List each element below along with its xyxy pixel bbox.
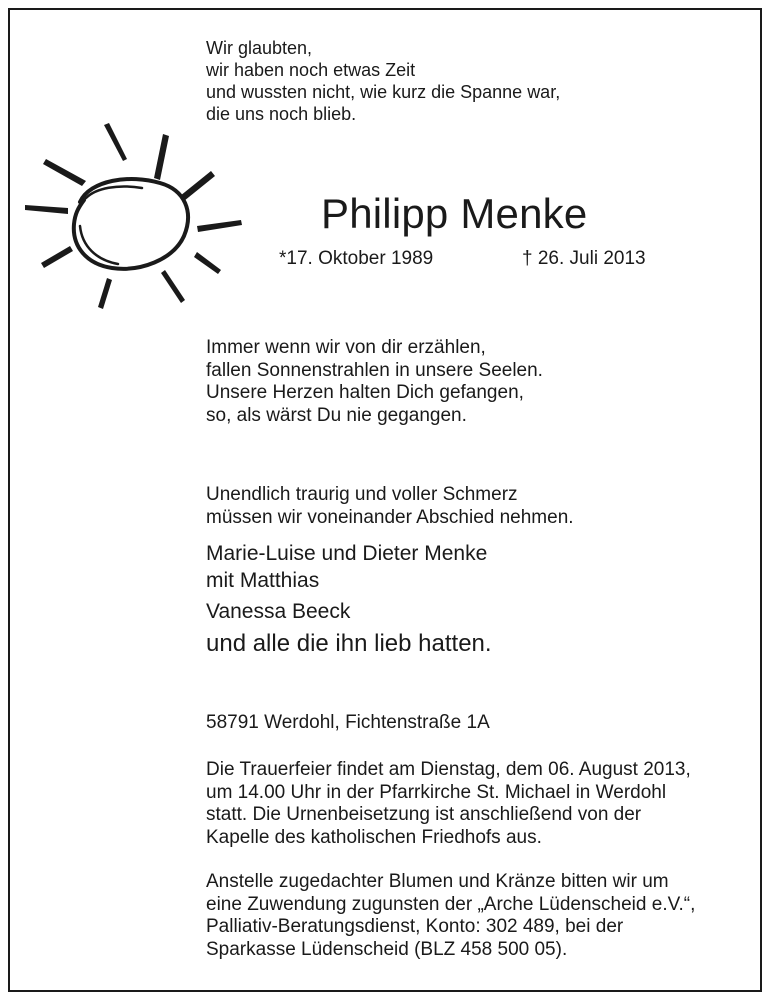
sun-ray [41, 246, 73, 268]
ceremony-line: Kapelle des katholischen Friedhofs aus. [206, 826, 542, 848]
mourner-with: mit Matthias [206, 569, 320, 592]
opening-verse [206, 37, 560, 125]
sun-ray [25, 205, 68, 214]
verse-line: fallen Sonnenstrahlen in unsere Seelen. [206, 359, 543, 381]
sun-ray [154, 134, 169, 180]
farewell-text [206, 484, 574, 529]
address: 58791 Werdohl, Fichtenstraße 1A [206, 712, 490, 733]
farewell-line: müssen wir voneinander Abschied nehmen. [206, 506, 574, 528]
verse-line: wir haben noch etwas Zeit [206, 60, 416, 80]
donation-line: eine Zuwendung zugunsten der „Arche Lüdenscheid e.V.“, [206, 893, 696, 915]
sun-ray [197, 220, 242, 232]
ceremony-info [206, 759, 691, 849]
farewell-line: Unendlich traurig und voller Schmerz [206, 484, 518, 505]
donation-line: Sparkasse Lüdenscheid (BLZ 458 500 05). [206, 938, 568, 960]
sun-ray [180, 171, 215, 201]
verse-line: Wir glaubten, [206, 38, 313, 58]
sun-icon [22, 118, 247, 313]
verse-line: so, als wärst Du nie gegangen. [206, 404, 467, 426]
mourner-partner: Vanessa Beeck [206, 600, 351, 623]
verse-line: die uns noch blieb. [206, 104, 357, 124]
deceased-name: Philipp Menke [321, 190, 588, 237]
donation-line: Palliativ-Beratungsdienst, Konto: 302 489, bei der [206, 916, 624, 937]
sun-ray [161, 270, 185, 303]
ceremony-line: Die Trauerfeier findet am Dienstag, dem 06. August 2013, [206, 759, 691, 780]
sun-ray [98, 278, 112, 309]
mourner-all: und alle die ihn lieb hatten. [206, 630, 492, 657]
sun-ray [43, 159, 86, 186]
birth-date: *17. Oktober 1989 [279, 248, 434, 269]
ceremony-line: um 14.00 Uhr in der Pfarrkirche St. Michael in Werdohl [206, 781, 667, 803]
death-date: † 26. Juli 2013 [522, 248, 646, 269]
mourner-family: Marie-Luise und Dieter Menke [206, 542, 488, 565]
ceremony-line: statt. Die Urnenbeisetzung ist anschließend von der [206, 804, 642, 825]
sun-ray [104, 123, 127, 161]
donation-line: Anstelle zugedachter Blumen und Kränze bitten wir um [206, 871, 669, 892]
donation-info [206, 871, 695, 961]
memorial-verse [206, 337, 543, 427]
sun-ray [194, 252, 221, 274]
verse-line: Unsere Herzen halten Dich gefangen, [206, 382, 524, 403]
verse-line: Immer wenn wir von dir erzählen, [206, 337, 486, 358]
sun-disc [74, 179, 188, 269]
verse-line: und wussten nicht, wie kurz die Spanne war, [206, 82, 561, 102]
